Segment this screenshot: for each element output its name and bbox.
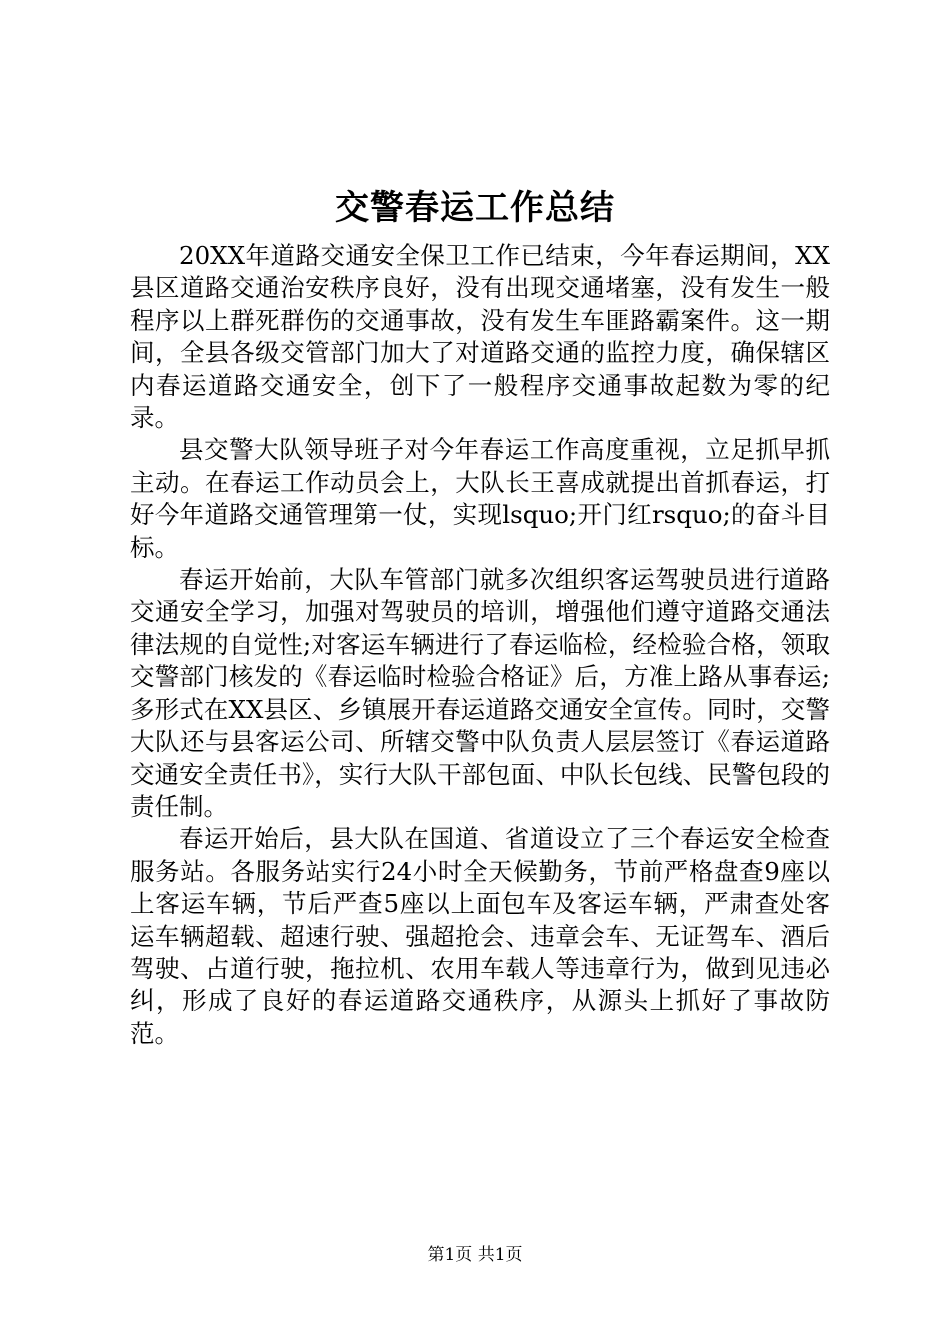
paragraph-1: 20XX年道路交通安全保卫工作已结束，今年春运期间，XX县区道路交通治安秩序良好，没有出现交通堵塞，没有发生一般程序以上群死群伤的交通事故，没有发生车匪路霸案件。这一期间，全县各级交管部门加大了对道路交通的监控力度，确保辖区内春运道路交通安全，创下了一般程序交通事故起数为零的纪录。 (130, 241, 830, 433)
paragraph-3: 春运开始前，大队车管部门就多次组织客运驾驶员进行道路交通安全学习，加强对驾驶员的培训，增强他们遵守道路交通法律法规的自觉性;对客运车辆进行了春运临检，经检验合格，领取交警部门核发的《春运临时检验合格证》后，方准上路从事春运;多形式在XX县区、乡镇展开春运道路交通安全宣传。同时，交警大队还与县客运公司、所辖交警中队负责人层层签订《春运道路交通安全责任书》，实行大队干部包面、中队长包线、民警包段的责任制。 (130, 565, 830, 821)
paragraph-4: 春运开始后，县大队在国道、省道设立了三个春运安全检查服务站。各服务站实行24小时全天候勤务，节前严格盘查9座以上客运车辆，节后严查5座以上面包车及客运车辆，严肃查处客运车辆超载、超速行驶、强超抢会、违章会车、无证驾车、酒后驾驶、占道行驶，拖拉机、农用车载人等违章行为，做到见违必纠，形成了良好的春运道路交通秩序，从源头上抓好了事故防范。 (130, 824, 830, 1048)
page-number-footer: 第1页 共1页 (427, 1245, 523, 1265)
document-body (130, 240, 830, 1050)
document-title: 交警春运工作总结 (335, 188, 615, 228)
paragraph-2: 县交警大队领导班子对今年春运工作高度重视，立足抓早抓主动。在春运工作动员会上，大队长王喜成就提出首抓春运，打好今年道路交通管理第一仗，实现lsquo;开门红rsquo;的奋斗目标。 (130, 435, 830, 562)
